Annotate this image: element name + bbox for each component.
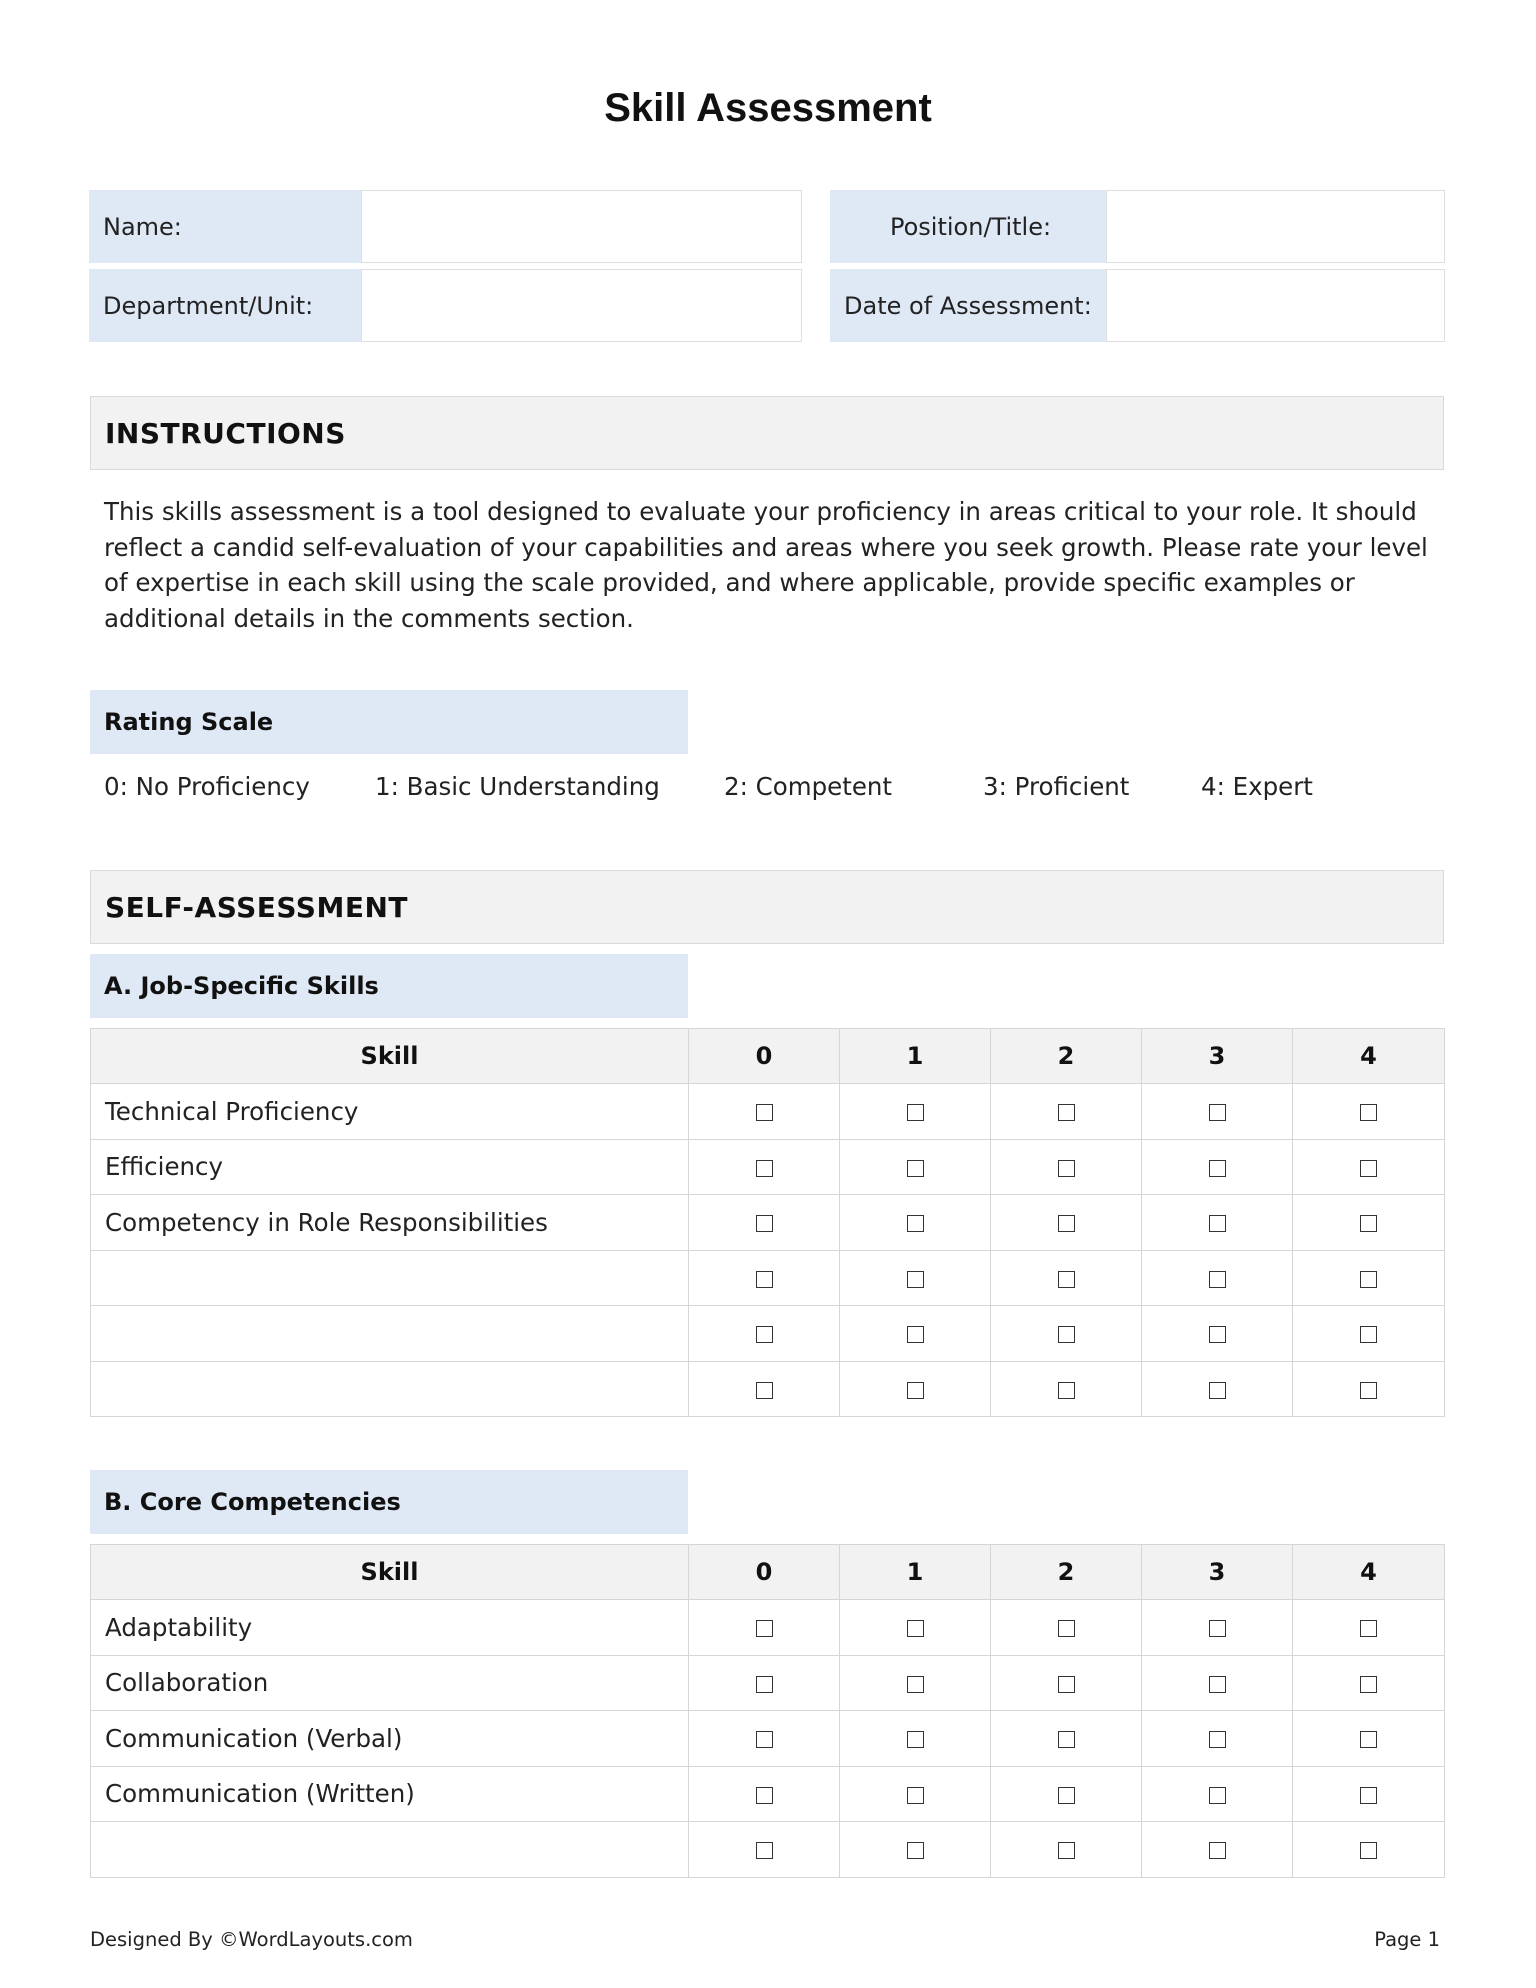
rating-checkbox-3[interactable] xyxy=(1209,1271,1226,1288)
rating-checkbox-4[interactable] xyxy=(1360,1842,1377,1859)
rating-checkbox-2[interactable] xyxy=(1058,1215,1075,1232)
skill-name xyxy=(91,1306,689,1362)
rating-column-header-2: 2 xyxy=(991,1545,1142,1600)
rating-checkbox-3[interactable] xyxy=(1209,1676,1226,1693)
rating-cell-1 xyxy=(840,1139,991,1195)
rating-checkbox-1[interactable] xyxy=(907,1104,924,1121)
rating-cell-0 xyxy=(689,1306,840,1362)
rating-checkbox-3[interactable] xyxy=(1209,1842,1226,1859)
position-label: Position/Title: xyxy=(830,190,1106,263)
rating-cell-3 xyxy=(1142,1306,1293,1362)
rating-checkbox-4[interactable] xyxy=(1360,1326,1377,1343)
department-label: Department/Unit: xyxy=(89,269,361,342)
rating-checkbox-3[interactable] xyxy=(1209,1620,1226,1637)
rating-column-header-3: 3 xyxy=(1142,1545,1293,1600)
rating-column-header-4: 4 xyxy=(1293,1029,1445,1084)
rating-cell-0 xyxy=(689,1361,840,1417)
scale-item-0: 0: No Proficiency xyxy=(104,772,310,801)
rating-checkbox-2[interactable] xyxy=(1058,1382,1075,1399)
rating-column-header-0: 0 xyxy=(689,1545,840,1600)
skill-name: Collaboration xyxy=(91,1655,689,1711)
rating-cell-1 xyxy=(840,1195,991,1251)
date-field[interactable] xyxy=(1106,269,1445,342)
rating-cell-1 xyxy=(840,1306,991,1362)
rating-scale-heading: Rating Scale xyxy=(90,690,688,754)
rating-checkbox-4[interactable] xyxy=(1360,1787,1377,1804)
employee-info-right xyxy=(830,184,1445,348)
rating-cell-4 xyxy=(1293,1306,1445,1362)
rating-cell-3 xyxy=(1142,1655,1293,1711)
info-row-date xyxy=(830,269,1445,342)
rating-checkbox-3[interactable] xyxy=(1209,1215,1226,1232)
rating-checkbox-1[interactable] xyxy=(907,1676,924,1693)
skill-name: Efficiency xyxy=(91,1139,689,1195)
rating-cell-0 xyxy=(689,1711,840,1767)
rating-cell-2 xyxy=(991,1711,1142,1767)
skill-name xyxy=(91,1250,689,1306)
skill-name: Communication (Verbal) xyxy=(91,1711,689,1767)
rating-cell-2 xyxy=(991,1766,1142,1822)
rating-cell-4 xyxy=(1293,1766,1445,1822)
scale-item-2: 2: Competent xyxy=(724,772,893,801)
rating-cell-4 xyxy=(1293,1655,1445,1711)
table-row xyxy=(91,1195,1445,1251)
rating-cell-2 xyxy=(991,1822,1142,1878)
rating-checkbox-0[interactable] xyxy=(756,1787,773,1804)
rating-checkbox-4[interactable] xyxy=(1360,1620,1377,1637)
rating-checkbox-0[interactable] xyxy=(756,1382,773,1399)
name-label: Name: xyxy=(89,190,361,263)
rating-cell-0 xyxy=(689,1766,840,1822)
rating-checkbox-3[interactable] xyxy=(1209,1104,1226,1121)
self-assessment-heading: SELF-ASSESSMENT xyxy=(90,870,1444,944)
skill-name xyxy=(91,1361,689,1417)
rating-cell-4 xyxy=(1293,1250,1445,1306)
rating-column-header-2: 2 xyxy=(991,1029,1142,1084)
rating-checkbox-3[interactable] xyxy=(1209,1787,1226,1804)
table-row xyxy=(91,1361,1445,1417)
rating-cell-0 xyxy=(689,1139,840,1195)
rating-cell-1 xyxy=(840,1361,991,1417)
skill-name: Technical Proficiency xyxy=(91,1084,689,1140)
rating-checkbox-0[interactable] xyxy=(756,1326,773,1343)
table-row xyxy=(91,1822,1445,1878)
date-label: Date of Assessment: xyxy=(830,269,1106,342)
rating-cell-3 xyxy=(1142,1195,1293,1251)
instructions-text: This skills assessment is a tool designed to evaluate your proficiency in areas critical to your role. It should reflect a candid self-evaluation of your capabilities and areas where you seek growth. Please rate your level of expertise in each skill using the scale provided, and where applicable, provide specific examples or additional details in the comments section. xyxy=(104,497,1428,633)
rating-checkbox-1[interactable] xyxy=(907,1271,924,1288)
rating-checkbox-4[interactable] xyxy=(1360,1676,1377,1693)
document-title: Skill Assessment xyxy=(604,86,932,130)
rating-cell-3 xyxy=(1142,1711,1293,1767)
rating-checkbox-1[interactable] xyxy=(907,1215,924,1232)
table-row xyxy=(91,1600,1445,1656)
rating-cell-0 xyxy=(689,1655,840,1711)
rating-cell-1 xyxy=(840,1822,991,1878)
skill-name xyxy=(91,1822,689,1878)
rating-cell-0 xyxy=(689,1084,840,1140)
skill-name: Competency in Role Responsibilities xyxy=(91,1195,689,1251)
scale-item-3: 3: Proficient xyxy=(983,772,1130,801)
section-a-heading: A. Job-Specific Skills xyxy=(90,954,688,1018)
rating-checkbox-2[interactable] xyxy=(1058,1676,1075,1693)
department-field[interactable] xyxy=(361,269,802,342)
job-specific-skills-table xyxy=(90,1028,1445,1417)
rating-checkbox-4[interactable] xyxy=(1360,1731,1377,1748)
rating-cell-1 xyxy=(840,1711,991,1767)
table-row xyxy=(91,1306,1445,1362)
rating-checkbox-2[interactable] xyxy=(1058,1326,1075,1343)
rating-cell-4 xyxy=(1293,1600,1445,1656)
rating-cell-1 xyxy=(840,1084,991,1140)
employee-info-left xyxy=(89,184,802,348)
rating-checkbox-4[interactable] xyxy=(1360,1160,1377,1177)
rating-cell-3 xyxy=(1142,1139,1293,1195)
core-competencies-table xyxy=(90,1544,1445,1878)
rating-checkbox-0[interactable] xyxy=(756,1842,773,1859)
skill-name: Communication (Written) xyxy=(91,1766,689,1822)
scale-item-4: 4: Expert xyxy=(1201,772,1313,801)
rating-cell-2 xyxy=(991,1600,1142,1656)
rating-checkbox-3[interactable] xyxy=(1209,1731,1226,1748)
rating-cell-2 xyxy=(991,1195,1142,1251)
section-b-heading: B. Core Competencies xyxy=(90,1470,688,1534)
page-number: Page 1 xyxy=(1374,1928,1440,1951)
rating-column-header-4: 4 xyxy=(1293,1545,1445,1600)
rating-cell-2 xyxy=(991,1250,1142,1306)
footer-credit: Designed By ©WordLayouts.com xyxy=(90,1928,413,1951)
rating-checkbox-1[interactable] xyxy=(907,1787,924,1804)
rating-cell-2 xyxy=(991,1361,1142,1417)
table-row xyxy=(91,1766,1445,1822)
rating-checkbox-2[interactable] xyxy=(1058,1160,1075,1177)
table-header-row xyxy=(91,1029,1445,1084)
scale-item-1: 1: Basic Understanding xyxy=(375,772,660,801)
rating-cell-1 xyxy=(840,1250,991,1306)
rating-checkbox-0[interactable] xyxy=(756,1160,773,1177)
rating-checkbox-0[interactable] xyxy=(756,1271,773,1288)
table-row xyxy=(91,1711,1445,1767)
rating-checkbox-2[interactable] xyxy=(1058,1104,1075,1121)
rating-cell-1 xyxy=(840,1655,991,1711)
table-header-row xyxy=(91,1545,1445,1600)
rating-checkbox-0[interactable] xyxy=(756,1731,773,1748)
rating-checkbox-1[interactable] xyxy=(907,1731,924,1748)
rating-checkbox-4[interactable] xyxy=(1360,1271,1377,1288)
rating-cell-2 xyxy=(991,1084,1142,1140)
rating-cell-2 xyxy=(991,1655,1142,1711)
rating-column-header-3: 3 xyxy=(1142,1029,1293,1084)
rating-cell-2 xyxy=(991,1139,1142,1195)
rating-cell-4 xyxy=(1293,1139,1445,1195)
info-row-department xyxy=(89,269,802,342)
rating-checkbox-0[interactable] xyxy=(756,1676,773,1693)
position-field[interactable] xyxy=(1106,190,1445,263)
rating-checkbox-1[interactable] xyxy=(907,1326,924,1343)
rating-cell-4 xyxy=(1293,1711,1445,1767)
rating-checkbox-3[interactable] xyxy=(1209,1160,1226,1177)
table-row xyxy=(91,1084,1445,1140)
rating-checkbox-4[interactable] xyxy=(1360,1382,1377,1399)
rating-cell-4 xyxy=(1293,1361,1445,1417)
rating-cell-3 xyxy=(1142,1600,1293,1656)
rating-cell-3 xyxy=(1142,1361,1293,1417)
rating-checkbox-3[interactable] xyxy=(1209,1326,1226,1343)
rating-checkbox-0[interactable] xyxy=(756,1620,773,1637)
table-row xyxy=(91,1250,1445,1306)
rating-checkbox-0[interactable] xyxy=(756,1215,773,1232)
rating-column-header-1: 1 xyxy=(840,1029,991,1084)
rating-cell-3 xyxy=(1142,1822,1293,1878)
rating-checkbox-0[interactable] xyxy=(756,1104,773,1121)
rating-cell-3 xyxy=(1142,1766,1293,1822)
rating-cell-0 xyxy=(689,1600,840,1656)
rating-checkbox-3[interactable] xyxy=(1209,1382,1226,1399)
rating-column-header-0: 0 xyxy=(689,1029,840,1084)
instructions-heading: INSTRUCTIONS xyxy=(90,396,1444,470)
rating-checkbox-1[interactable] xyxy=(907,1382,924,1399)
rating-checkbox-1[interactable] xyxy=(907,1160,924,1177)
info-row-name xyxy=(89,190,802,263)
rating-cell-3 xyxy=(1142,1250,1293,1306)
rating-checkbox-4[interactable] xyxy=(1360,1104,1377,1121)
rating-cell-4 xyxy=(1293,1195,1445,1251)
rating-cell-4 xyxy=(1293,1822,1445,1878)
rating-checkbox-4[interactable] xyxy=(1360,1215,1377,1232)
info-row-position xyxy=(830,190,1445,263)
table-row xyxy=(91,1655,1445,1711)
rating-cell-0 xyxy=(689,1195,840,1251)
rating-cell-1 xyxy=(840,1600,991,1656)
name-field[interactable] xyxy=(361,190,802,263)
rating-cell-3 xyxy=(1142,1084,1293,1140)
rating-column-header-1: 1 xyxy=(840,1545,991,1600)
rating-checkbox-1[interactable] xyxy=(907,1842,924,1859)
rating-cell-0 xyxy=(689,1822,840,1878)
table-row xyxy=(91,1139,1445,1195)
rating-cell-0 xyxy=(689,1250,840,1306)
rating-checkbox-2[interactable] xyxy=(1058,1620,1075,1637)
skill-column-header: Skill xyxy=(91,1029,689,1084)
skill-column-header: Skill xyxy=(91,1545,689,1600)
rating-cell-1 xyxy=(840,1766,991,1822)
rating-checkbox-2[interactable] xyxy=(1058,1842,1075,1859)
rating-checkbox-2[interactable] xyxy=(1058,1787,1075,1804)
skill-name: Adaptability xyxy=(91,1600,689,1656)
rating-checkbox-2[interactable] xyxy=(1058,1271,1075,1288)
rating-checkbox-1[interactable] xyxy=(907,1620,924,1637)
rating-checkbox-2[interactable] xyxy=(1058,1731,1075,1748)
rating-cell-4 xyxy=(1293,1084,1445,1140)
rating-cell-2 xyxy=(991,1306,1142,1362)
